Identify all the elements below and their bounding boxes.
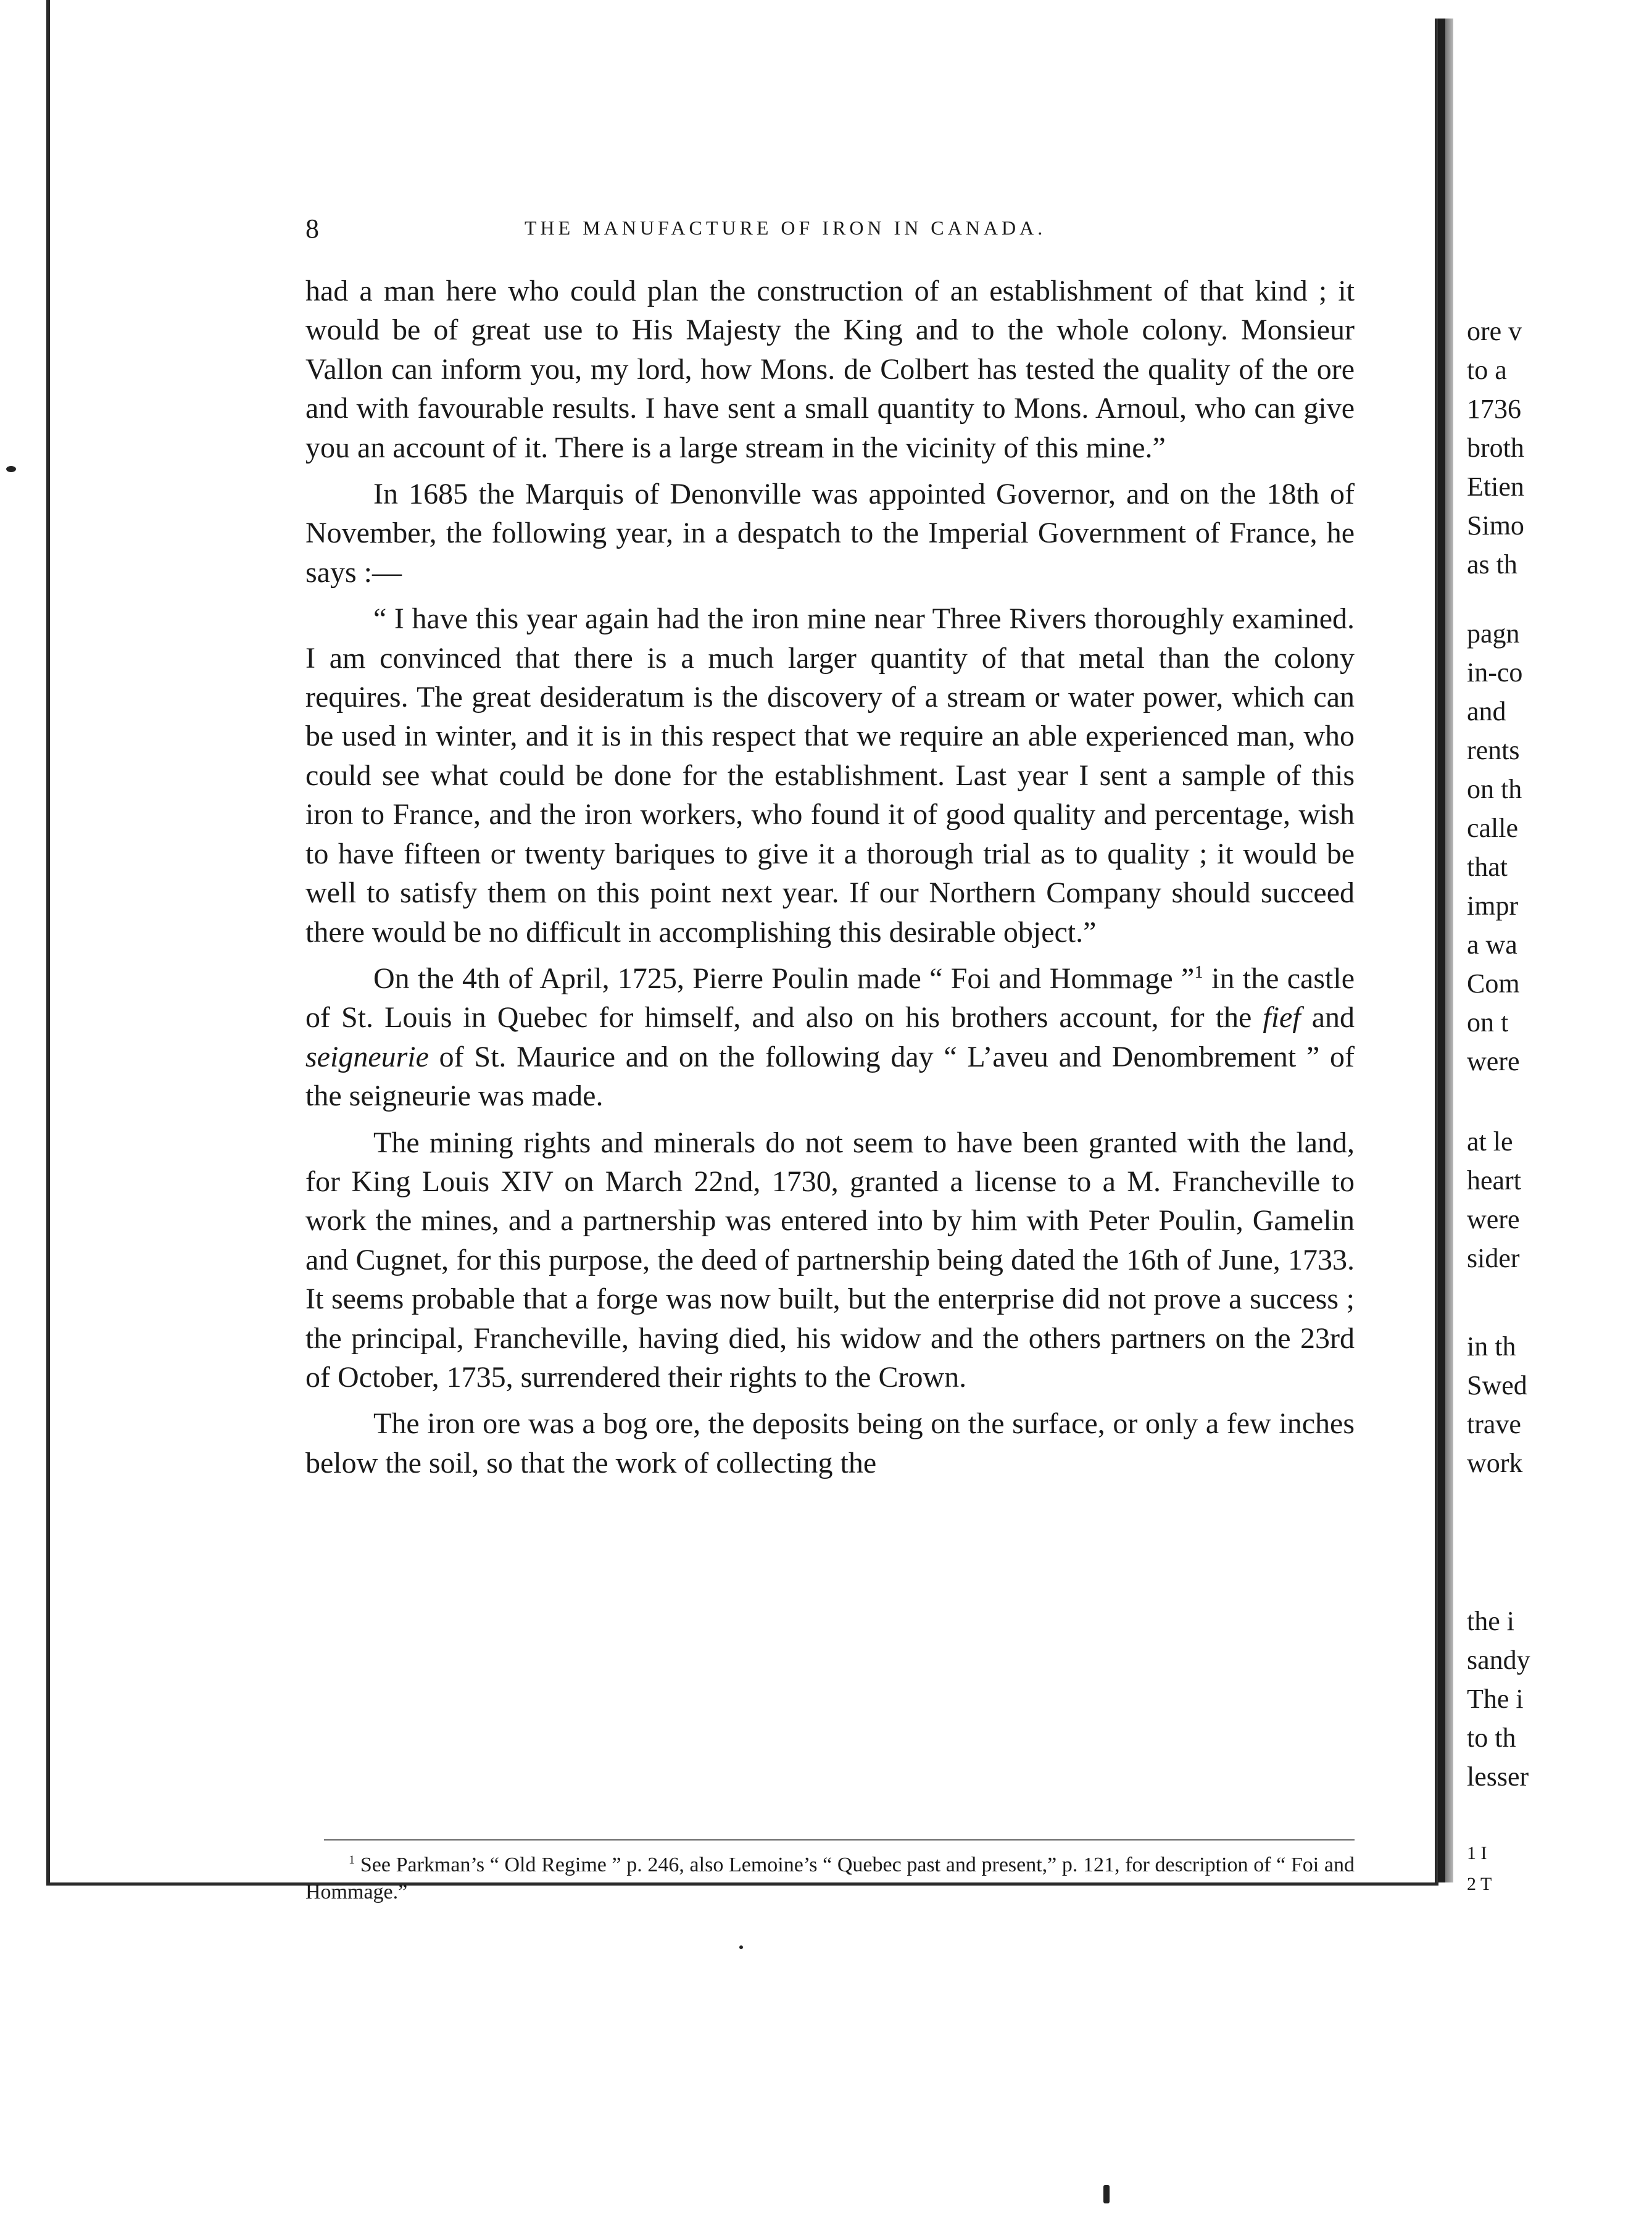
facing-line: ore v [1467, 316, 1522, 346]
paragraph-1: had a man here who could plan the construction of an establishment of that kind ; it would be of great use to His Majesty the King and to the whole colony. Monsieur Vallon can inform you, my lord, how Mons. de Colbert has tested the quality of the ore and with favourable results. I have sent a small quantity to Mons. Arnoul, who can give you an account of it. There is a large stream in the vicinity of this mine.” [305, 275, 1355, 464]
paragraph-4-text-a: On the 4th of April, 1725, Pierre Poulin made “ Foi and Hommage ” [373, 962, 1195, 995]
facing-line: calle [1467, 813, 1519, 843]
facing-line: rents [1467, 735, 1520, 765]
footnote-ref-1: 1 [1194, 962, 1203, 982]
footnote-1 [305, 1852, 1355, 1906]
paragraph-4 [305, 959, 1355, 1116]
facing-line: Swed [1467, 1370, 1527, 1400]
footnote-text: See Parkman’s “ Old Regime ” p. 246, also Lemoine’s “ Quebec past and present,” p. 121, for description of “ Foi and Hommage.” [305, 1853, 1355, 1903]
spine-shadow [1438, 19, 1445, 1882]
facing-line: the i [1467, 1606, 1514, 1636]
facing-line: in-co [1467, 657, 1523, 688]
paragraph-2: In 1685 the Marquis of Denonville was appointed Governor, and on the 18th of November, the following year, in a despatch to the Imperial Government of France, he says :— [305, 478, 1355, 589]
facing-line: pagn [1467, 618, 1520, 649]
footnote-rule [324, 1839, 1355, 1841]
facing-line: were [1467, 1046, 1520, 1076]
facing-line: sider [1467, 1243, 1520, 1273]
facing-line: lesser [1467, 1762, 1529, 1792]
facing-line: on t [1467, 1007, 1509, 1038]
paragraph-4-text-b: in the castle of St. Louis in Quebec for himself, and also on his brothers account, for the [305, 962, 1355, 1034]
facing-line: work [1467, 1448, 1523, 1478]
paragraph-4-text-d: of St. Maurice and on the following day “ L’aveu and Denombrement ” of the seigneurie was made. [305, 1040, 1355, 1113]
scan-speck [739, 1945, 743, 1949]
page-header [305, 213, 1355, 244]
body-text [305, 272, 1355, 1490]
facing-line: Com [1467, 968, 1520, 999]
facing-line: Etien [1467, 472, 1524, 502]
facing-line: The i [1467, 1684, 1524, 1714]
page-number: 8 [305, 214, 319, 244]
facing-line: in th [1467, 1331, 1516, 1362]
scan-speck [1103, 2185, 1110, 2203]
paragraph-3: “ I have this year again had the iron mine near Three Rivers thoroughly examined. I am convinced that there is a much larger quantity of that metal than the colony requires. The great desideratum is the discovery of a stream or water power, which can be used in winter, and it is in this respect that we require an able experienced man, who could see what could be done for the establishment. Last year I sent a sample of this iron to France, and the iron workers, who found it of good quality and percentage, wish to have fifteen or twenty bariques to give it a thorough trial as to quality ; it would be well to satisfy them on this point next year. If our Northern Company should succeed there would be no difficult in accomplishing this desirable object.” [305, 602, 1355, 949]
paragraph-5: The mining rights and minerals do not seem to have been granted with the land, for King Louis XIV on March 22nd, 1730, granted a license to a M. Francheville to work the mines, and a partnership was entered into by him with Peter Poulin, Gamelin and Cugnet, for this purpose, the deed of partnership being dated the 16th of June, 1733. It seems probable that a forge was now built, but the enterprise did not prove a success ; the principal, Francheville, having died, his widow and the others partners on the 23rd of October, 1735, surrendered their rights to the Crown. [305, 1126, 1355, 1394]
paragraph-6: The iron ore was a bog ore, the deposits being on the surface, or only a few inches below the soil, so that the work of collecting the [305, 1407, 1355, 1479]
facing-line: impr [1467, 891, 1519, 921]
facing-line: to a [1467, 355, 1507, 385]
running-title: THE MANUFACTURE OF IRON IN CANADA. [525, 217, 1047, 239]
facing-line: sandy [1467, 1645, 1530, 1675]
facing-page [1453, 19, 1592, 1894]
facing-line: broth [1467, 433, 1524, 463]
italic-fief: fief [1263, 1001, 1301, 1034]
facing-line: on th [1467, 774, 1522, 804]
italic-seigneurie: seigneurie [305, 1040, 429, 1073]
paragraph-4-text-c: and [1300, 1001, 1355, 1034]
footnote-marker: 1 [349, 1853, 355, 1867]
facing-line: Simo [1467, 510, 1524, 541]
facing-footnote: 2 T [1467, 1874, 1492, 1894]
facing-line: 1736 [1467, 394, 1521, 424]
footnotes [305, 1852, 1355, 1906]
scan-speck [6, 466, 16, 472]
facing-line: trave [1467, 1409, 1521, 1439]
facing-line: were [1467, 1204, 1520, 1234]
facing-line: to th [1467, 1723, 1516, 1753]
facing-footnote: 1 I [1467, 1843, 1487, 1863]
facing-line: as th [1467, 549, 1517, 580]
facing-line: and [1467, 696, 1506, 726]
facing-line: a wa [1467, 930, 1517, 960]
facing-line: heart [1467, 1165, 1521, 1196]
facing-line: that [1467, 852, 1508, 882]
facing-line: at le [1467, 1126, 1513, 1157]
